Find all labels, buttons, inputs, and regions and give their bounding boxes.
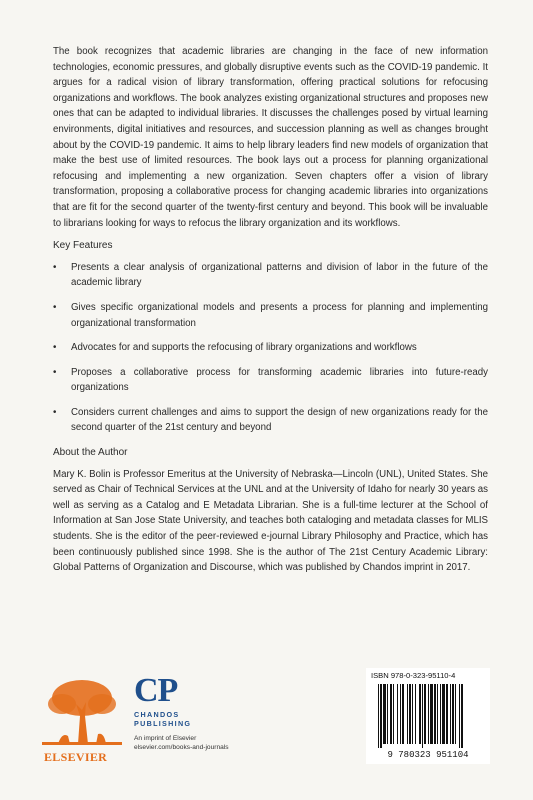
- key-feature-item: [53, 365, 488, 396]
- bullet-icon: •: [53, 342, 57, 354]
- chandos-line1: CHANDOS: [134, 710, 180, 719]
- key-feature-item: [53, 300, 488, 331]
- elsevier-wordmark: ELSEVIER: [44, 750, 108, 764]
- bullet-icon: •: [53, 301, 57, 313]
- imprint-url: elsevier.com/books-and-journals: [134, 744, 229, 751]
- chandos-wordmark: [134, 710, 191, 728]
- publisher-logos: [38, 672, 298, 772]
- key-feature-text: Proposes a collaborative process for transforming academic libraries into future-ready organizations: [71, 366, 488, 394]
- key-feature-item: [53, 340, 488, 356]
- key-feature-text: Presents a clear analysis of organizational patterns and division of labor in the future of the academic library: [71, 261, 488, 289]
- back-cover-text: [53, 44, 488, 583]
- bullet-icon: •: [53, 366, 57, 378]
- book-description: The book recognizes that academic libraries are changing in the face of new information technologies, economic pressures, and globally disruptive events such as the COVID-19 pandemic. It argues for a radical vision of library transformation, offering practical solutions for refocusing organizations and workflows. The book analyzes existing organizational structures and proposes new ones that can be adapted to individual libraries. It discusses the challenges posed by virtual learning environments, digital initiatives and resources, and succession planning as well as changes brought about by the COVID-19 pandemic. It aims to help library leaders find new models of organization that make the best use of limited resources. The book lays out a process for planning organizational refocusing and implementing a new organization. Seven chapters offer a vision of library transformation, proposing a collaborative process for changing academic libraries into organizations that are fit for the second quarter of the twenty-first century and beyond. This book will be invaluable to librarians looking for ways to refocus the library organization and its workflows.: [53, 46, 488, 229]
- bullet-icon: •: [53, 261, 57, 273]
- key-features-heading: Key Features: [53, 240, 113, 252]
- key-feature-item: [53, 405, 488, 436]
- about-author-heading: About the Author: [53, 447, 128, 459]
- bullet-icon: •: [53, 406, 57, 418]
- imprint-line: An imprint of Elsevier: [134, 735, 197, 742]
- key-feature-text: Gives specific organizational models and presents a process for planning and implementing organizational transformation: [71, 301, 488, 329]
- isbn-label: ISBN 978-0-323-95110-4: [371, 671, 456, 680]
- barcode-digits: 9 780323 951104: [387, 750, 469, 760]
- key-features-list: [53, 260, 488, 436]
- barcode-panel: [366, 668, 490, 764]
- key-feature-text: Advocates for and supports the refocusing of library organizations and workflows: [71, 342, 417, 354]
- key-feature-text: Considers current challenges and aims to support the design of new organizations ready for the second quarter of the 21st century and beyond: [71, 406, 488, 434]
- imprint-info: [134, 734, 229, 752]
- key-feature-item: [53, 260, 488, 291]
- barcode-icon: [370, 684, 486, 760]
- chandos-cp-logo: CP: [134, 672, 178, 709]
- chandos-line2: PUBLISHING: [134, 719, 192, 728]
- elsevier-tree-logo-icon: [38, 674, 126, 746]
- about-author-text: Mary K. Bolin is Professor Emeritus at the University of Nebraska—Lincoln (UNL), United States. She served as Chair of Technical Services at the UNL and at the University of Idaho for nearly 30 years as well as serving as a Catalog and E Metadata Librarian. She is a full-time lecturer at the School of Information at San Jose State University, and teaches both cataloging and metadata classes for MLIS students. She is the editor of the peer-reviewed e-journal Library Philosophy and Practice, which has been continuously published since 1998. She is the author of The 21st Century Academic Library: Global Patterns of Organization and Discourse, which was published by Chandos imprint in 2017.: [53, 468, 488, 574]
